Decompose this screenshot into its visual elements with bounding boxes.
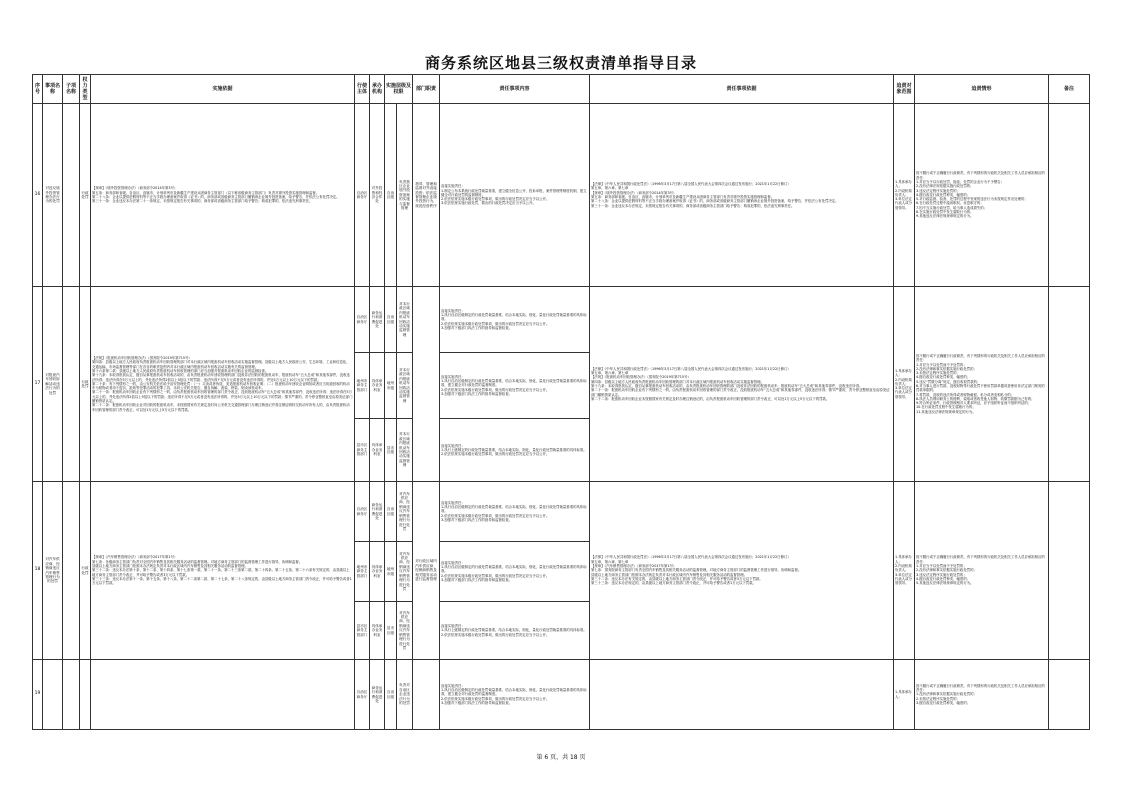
row-item-name: 对汽车供应商、经销商违反汽车销售管理行为的处罚 [43, 482, 63, 660]
header-row [33, 75, 1090, 104]
row-level: 自治区级 [385, 104, 397, 287]
row-no: 18 [33, 482, 43, 660]
row-resp-basis: 【法律】《中华人民共和国行政处罚法》（1996年3月17日第八届全国人民代表大会第四次会议通过发布施行；2021年1月22日修订） 第五章、第六章、第七章 【规章】《境外投资管理办法》（商务部令2014年第3号） 第五条：商务部和省级、自治区、直辖市、计划单列市及新疆生产建设兵团商务主管部门负责对境外投资实施管理和监督。 第二十八条：企业以提供虚假材料等不正当手段办理备案并取得《证书》的，商务部或省级商务主管部门撤销该企业境外投资备案，给予警告，并依法公布处罚决定。 第三十一条：企业违反本办法规定，未按规定报告有关事项的，商务部或省级商务主管部门给予警告；构成犯罪的，依法追究刑事责任。 [590, 104, 894, 287]
header-power-type: 权力类型 [80, 75, 91, 104]
header-basis: 实施依据 [91, 75, 355, 104]
row-sub-item [63, 482, 80, 660]
row-dept-duty: 对行政区域内汽车供应商、经销商销售及相关服务活动进行监督管理 [413, 482, 440, 660]
row-org: 具体承办业务科室 [370, 419, 385, 482]
row-resp-content: 直接实施责任： 1.执行自治区级制定的行政处罚裁量基准，结合本地实际，细化、量化行政处罚裁量基准的具体标准。 2.依法依规实施本级行政处罚事项，做出的行政处罚决定应当予以公开。 3.加强对下级部门执法工作的指导和监督检查。 [440, 287, 590, 353]
row-subject: 地州市商务主管部门 [355, 353, 370, 419]
row-subject: 自治区商务厅 [355, 104, 370, 287]
header-resp-basis: 责任事项依据 [590, 75, 894, 104]
row-subject: 地州市商务主管部门 [355, 542, 370, 602]
row-org: 具体承办业务科室 [370, 542, 385, 602]
row-org: 商务运行和消费促进处 [370, 287, 385, 353]
row-scope: 1.具体承办人； 2.内设机构负责人； 3.单位法定代表人或分管领导。 [894, 104, 915, 287]
row-level: 地州市级 [385, 353, 397, 419]
row-remark [1049, 482, 1090, 660]
row-no: 16 [33, 104, 43, 287]
row-level: 县市区级 [385, 419, 397, 482]
row-situation: 因不履行或不正确履行行政职责，有下列情形的行政机关及相关工作人员应承担相应的责任： 1.没有法律和事实依据实施行政处罚的； 2.未按法定程序实施处罚的； 3.擅自改变行政处罚种类、幅度的； [915, 660, 1049, 730]
header-item-name: 事项名称 [43, 75, 63, 104]
row-basis: 【法规】《报废机动车回收管理办法》（国务院令2019年第715号） 第四条：县级以上地方人民政府负责报废机动车回收管理的部门对本行政区域内报废机动车回收活动实施监督管理。县级以上地方人民政府公安、生态环境、工业和信息化、交通运输、市场监督管理等部门在各自的职责范围内对本行政区域内报废机动车回收活动实施有关的监督管理。 第十六条第二款：县级以上地方人民政府负责报废机动车回收管理的部门应当加强对报废机动车回收企业的监督检查。 第十九条：未取得资质认定，擅自从事报废机动车回收活动的，由负责报废机动车回收管理的部门没收非法回收的报废机动车、报废机动车“五大总成”和其他零部件，没收违法所得；违法所得在5万元以上的，并处违法所得2倍以上5倍以下的罚款；违法所得不足5万元或者没有违法所得的，并处5万元以上10万元以下的罚款。 第二十条：有下列情形之一的，由公安机关依法给予治安管理处罚：（一）买卖或者伪造、变造报废机动车回收证明；（二）报废机动车回收企业明知或者应当知道回收的机动车为赃物或者用于盗窃、抢劫等犯罪活动的犯罪工具，未向公安机关报告，擅自拆解、改装、拼装、倒卖该机动车。 第二十一条：报废机动车回收企业有下列情形之一的，由负责报废机动车回收管理的部门责令改正，没收报废机动车“五大总成”和其他零部件，没收违法所得；违法所得在5万元以上的，并处违法所得2倍以上5倍以下的罚款；违法所得不足5万元或者没有违法所得的，并处5万元以上10万元以下的罚款；情节严重的，责令停业整顿直至由原发证部门撤销资质认定。 第二十二条：报废机动车回收企业对回收的报废机动车，未按照国家有关规定及时向公安机关交通管理部门办理注销登记并将注销证明转交机动车所有人的，由负责报废机动车回收管理的部门责令改正，可以处1万元以上5万元以下的罚款。 [91, 287, 355, 482]
row-level-duty: 对汽车供应商、经销商违反汽车销售管理行为进行处罚 [397, 602, 413, 660]
row-situation: 因不履行或不正确履行行政职责，有下列情形的行政机关及相关工作人员应承担相应的责任： 1.对应当予以行政处罚，拖延、处罚的企业行为不予警告； 2.没有法律法规依据实施行政处罚的； 3.违反法定程序实施处罚的； 4.擅自改变行政处罚种类、幅度的； 5.对行政监督、检查、处罚的过程中发现的违法行为未按规定作出处理的； 6.在行政处罚过程中滥用职权、玩忽职守的； 7.因不当实施行政处罚，给当事人造成损失的； 8.在实施行政处罚中发生腐败行为的； 9.其他违反法律法规规章规定的行为。 [915, 104, 1049, 287]
row-item-name: 对报废汽车回收拆解活动违法行为的处罚 [43, 287, 63, 482]
row-remark [1049, 287, 1090, 482]
row-resp-basis [590, 660, 894, 730]
row-item-name: 对违反境外投资管理办法行为的处罚 [43, 104, 63, 287]
row-level: 自治区级 [385, 660, 397, 730]
row-level-duty: 对本行政区域内报废机动车回收活动实施监督管理 [397, 287, 413, 353]
row-org: 具体承办业务科室 [370, 353, 385, 419]
table-row [33, 660, 1090, 730]
row-level-duty: 负责我区企业境外投资备案的实施与监督管理 [397, 104, 413, 287]
header-remark: 备注 [1049, 75, 1090, 104]
row-sub-item [63, 660, 80, 730]
row-no: 19 [33, 660, 43, 730]
row-dept-duty: 指导、管理和监督对外直接投资；依法监督管理企业境外投资行为，规范经营秩序 [413, 104, 440, 287]
page-number: 第 6 页，共 18 页 [536, 754, 586, 761]
header-no: 序号 [33, 75, 43, 104]
row-resp-content: 直接实施责任： 1.制定公布本系统行政处罚裁量基准，建立健全信息公开、投诉举报、案件管理等制度机制，建立健全对行政处罚的监督制度。 2.依法依规实施本级行政处罚事项，做出的行政处罚决定应当予以公开。 3.依法依规实施行政处罚，做出的行政处罚决定应当予以公开。 [440, 104, 590, 287]
row-level-duty: 负责对自治区企业违法行为的处罚 [397, 660, 413, 730]
row-scope: 1.具体承办人； [894, 660, 915, 730]
row-situation: 因不履行或不正确履行行政职责，有下列情形的行政机关及相关工作人员应承担相应的责任： 1.对应当予以处罚而不予处罚的； 2.没有法律和事实依据实施行政处罚的； 3.未按法定程序实施处罚的； 4.擅自改变行政处罚种类、幅度的； 5.违反“罚缴分离”规定，擅自收取罚款的； 6.对当事人进行罚款、没收财物等行政处罚不使用罚款单据或者使用非法定部门制发的罚款单据的； 7.将罚款、没收的违法所得或者财物截留、私分或者变相私分的； 8.执法人员利用职务上的便利，索取或者收受他人财物、收缴罚款据为己有的； 9.符合听证条件、行政管理相对人要求听证，应予组织听证而不组织听证的； 10.在行政处罚过程中发生腐败行为的； 11.其他违反法律法规规章规定的行为。 [915, 287, 1049, 482]
row-item-name [43, 660, 63, 730]
row-no: 17 [33, 287, 43, 482]
row-remark [1049, 104, 1090, 287]
row-level: 自治区级 [385, 287, 397, 353]
row-level-duty: 对本行政区域内报废机动车回收活动实施监督管理 [397, 419, 413, 482]
header-scope: 追责对象范围 [894, 75, 915, 104]
header-sub-item: 子项名称 [63, 75, 80, 104]
row-resp-content: 直接实施责任： 1.执行自治区级制定的行政处罚裁量基准，结合本地实际，细化、量化行政处罚裁量基准的具体标准，建立健全对行政处罚的监督制度。 2.依法依规实施本级行政处罚事项，做出的行政处罚决定应当予以公开。 3.加强对下级部门执法工作的指导和监督检查。 [440, 660, 590, 730]
table-row [33, 287, 1090, 353]
row-sub-item [63, 287, 80, 482]
row-subject: 自治区商务厅 [355, 287, 370, 353]
header-resp-content: 责任事项内容 [440, 75, 590, 104]
row-resp-content: 直接实施责任： 1.执行上级制定的行政处罚裁量基准，结合本地实际，细化、量化行政处罚裁量基准的具体标准。 2.依法依规实施本级行政处罚事项，做出的行政处罚决定应当予以公开。 [440, 602, 590, 660]
page-title: 商务系统区地县三级权责清单指导目录 [424, 54, 697, 72]
row-remark [1049, 660, 1090, 730]
row-power-type: 行政处罚 [80, 104, 91, 287]
row-level-duty: 对汽车供应商、经销商违反汽车销售管理行为进行处罚 [397, 482, 413, 542]
row-resp-basis: 【法律】《中华人民共和国行政处罚法》（1996年3月17日第八届全国人民代表大会第四次会议通过发布施行；2021年1月22日修订） 第五章、第六章、第七章 【法规】《报废机动车回收管理办法》（国务院令2019年第715号） 第四条：县级以上地方人民政府负责报废机动车回收管理的部门对本行政区域内报废机动车回收活动实施监督管理。 第十九条：未取得资质认定，擅自从事报废机动车回收活动的，由负责报废机动车回收管理的部门没收非法回收的报废机动车、报废机动车“五大总成”和其他零部件，没收违法所得。 第二十一条：报废机动车回收企业有下列情形之一的，由负责报废机动车回收管理的部门责令改正，没收报废机动车“五大总成”和其他零部件，没收违法所得；情节严重的，责令停业整顿直至由原发证部门撤销资质认定。 第二十二条：报废机动车回收企业未按照国家有关规定及时办理注销登记的，由负责报废机动车回收管理的部门责令改正，可以处1万元以上5万元以下的罚款。 [590, 287, 894, 482]
row-subject: 自治区商务厅 [355, 482, 370, 542]
table-row [33, 104, 1090, 287]
header-org: 承办机构 [370, 75, 385, 104]
header-subject: 行使主体 [355, 75, 370, 104]
row-level-duty: 对汽车供应商、经销商违反汽车销售管理行为进行处罚 [397, 542, 413, 602]
row-resp-content: 直接实施责任： 1.执行上级制定的行政处罚裁量基准，结合本地实际，细化、量化行政处罚裁量基准的具体标准。 2.依法依规实施本级行政处罚事项，做出的行政处罚决定应当予以公开。 [440, 419, 590, 482]
row-org: 商务运行和消费促进处 [370, 482, 385, 542]
row-scope: 1.具体承办人； 2.内设机构负责人； 3.单位法定代表人或分管领导。 [894, 482, 915, 660]
row-resp-content: 直接实施责任： 1.执行自治区级制定的行政处罚裁量基准，结合本地实际，细化、量化行政处罚裁量基准的具体标准，建立健全对行政处罚的监督制度。 2.依法依规实施本级行政处罚事项，做出的行政处罚决定应当予以公开。 3.加强对下级部门执法工作的指导和监督检查。 [440, 353, 590, 419]
row-power-type: 行政处罚 [80, 287, 91, 482]
row-dept-duty [413, 287, 440, 482]
row-org: 对外投资和经济合作处 [370, 104, 385, 287]
header-situation: 追责情形 [915, 75, 1049, 104]
row-level: 自治区级 [385, 482, 397, 542]
row-subject: 县市区商务主管部门 [355, 419, 370, 482]
row-basis: 【规章】《汽车销售管理办法》（商务部令2017年第1号） 第七条：各级商务主管部门负责对全国汽车销售及其相关服务活动的监督管理。对地方商务主管部门的监督管理工作进行指导、协调和监督。 县级以上地方商务主管部门依照本办法规定负责对本行政区域内汽车销售及其相关服务活动的监督管理。 第三十二条：违反本办法第十条、第十二条、第十四条、第十七条第一款、第二十一条、第二十三条第二款、第二十四条、第二十五条、第二十六条有关规定的，由县级以上地方商务主管部门责令改正，并可给予警告或者3万元以下罚款。 第三十三条：违反本办法第十一条、第十五条、第十八条、第二十二条第二款、第二十七条、第二十八条规定的，由县级以上地方商务主管部门责令改正，并可给予警告或者1万元以下罚款。 [91, 482, 355, 660]
row-scope: 1.具体承办人； 2.内设机构负责人； 3.单位法定代表人或分管领导。 [894, 287, 915, 482]
row-org: 具体承办业务科室 [370, 602, 385, 660]
row-resp-content: 直接实施责任： 1.执行自治区级制定的行政处罚裁量基准，结合本地实际，细化、量化行政处罚裁量基准的具体标准。 2.依法依规实施本级行政处罚事项，做出的行政处罚决定应当予以公开。 3.加强对下级部门执法工作的指导和监督检查。 [440, 482, 590, 542]
authority-list-table [32, 74, 1090, 730]
row-basis [91, 660, 355, 730]
row-power-type [80, 660, 91, 730]
header-level: 实施层级及权限 [385, 75, 413, 104]
row-dept-duty [413, 660, 440, 730]
header-duty: 部门职责 [413, 75, 440, 104]
row-level-duty: 对本行政区域内报废机动车回收活动实施监督管理 [397, 353, 413, 419]
row-power-type: 行政处罚 [80, 482, 91, 660]
row-level: 地州市级 [385, 542, 397, 602]
table-row [33, 482, 1090, 542]
row-org: 商务运行和消费促进处 [370, 660, 385, 730]
row-level: 县市区级 [385, 602, 397, 660]
row-basis: 【规章】《境外投资管理办法》（商务部令2014年第3号） 第五条：商务部和省级、自治区、直辖市、计划单列市及新疆生产建设兵团商务主管部门（以下称省级商务主管部门）负责对境外投资实施管理和监督。 第二十八条：企业以提供虚假材料等不正当手段办理备案并取得《证书》的，商务部或省级商务主管部门撤销该企业境外投资备案，给予警告，并依法公布处罚决定。 第三十一条：企业违反本办法第二十一条规定，未按规定报告有关事项的，商务部或省级商务主管部门给予警告；构成犯罪的，依法追究刑事责任。 [91, 104, 355, 287]
row-resp-content: 直接实施责任： 1.执行自治区级制定的行政处罚裁量基准，结合本地实际，细化、量化行政处罚裁量基准的具体标准。 2.依法依规实施本级行政处罚事项，做出的行政处罚决定应当予以公开。 3.加强对下级部门执法工作的指导和监督检查。 [440, 542, 590, 602]
row-situation: 因不履行或不正确履行行政职责，有下列情形的行政机关及相关工作人员应承担相应的责任： 1.对应当予以处罚而不予处罚的； 2.没有法律和事实依据实施行政处罚的； 3.违反法定程序实施行政处罚的； 4.擅自改变行政处罚种类、幅度的； 5.其他违反法律法规规章规定的行为。 [915, 482, 1049, 660]
row-subject: 县市区商务主管部门 [355, 602, 370, 660]
row-resp-basis: 【法律】《中华人民共和国行政处罚法》（1996年3月17日第八届全国人民代表大会第四次会议通过发布施行；2021年1月22日修订） 第五章、第六章、第七章 【规章】《汽车销售管理办法》（商务部令2017年第1号） 第七条：国务院商务主管部门负责全国汽车销售及其相关服务活动的监督管理。对地方商务主管部门的监督管理工作进行指导、协调和监督。 县级以上地方商务主管部门依照本办法规定负责对本行政区域内汽车销售及其相关服务活动的监督管理。 第三十二条：违反本办法有关规定的，由县级以上地方商务主管部门责令改正，并可给予警告或者3万元以下罚款。 第三十三条：违反本办法规定的，由县级以上地方商务主管部门责令改正，并可给予警告或者1万元以下罚款。 [590, 482, 894, 660]
row-sub-item [63, 104, 80, 287]
row-subject: 自治区商务厅 [355, 660, 370, 730]
